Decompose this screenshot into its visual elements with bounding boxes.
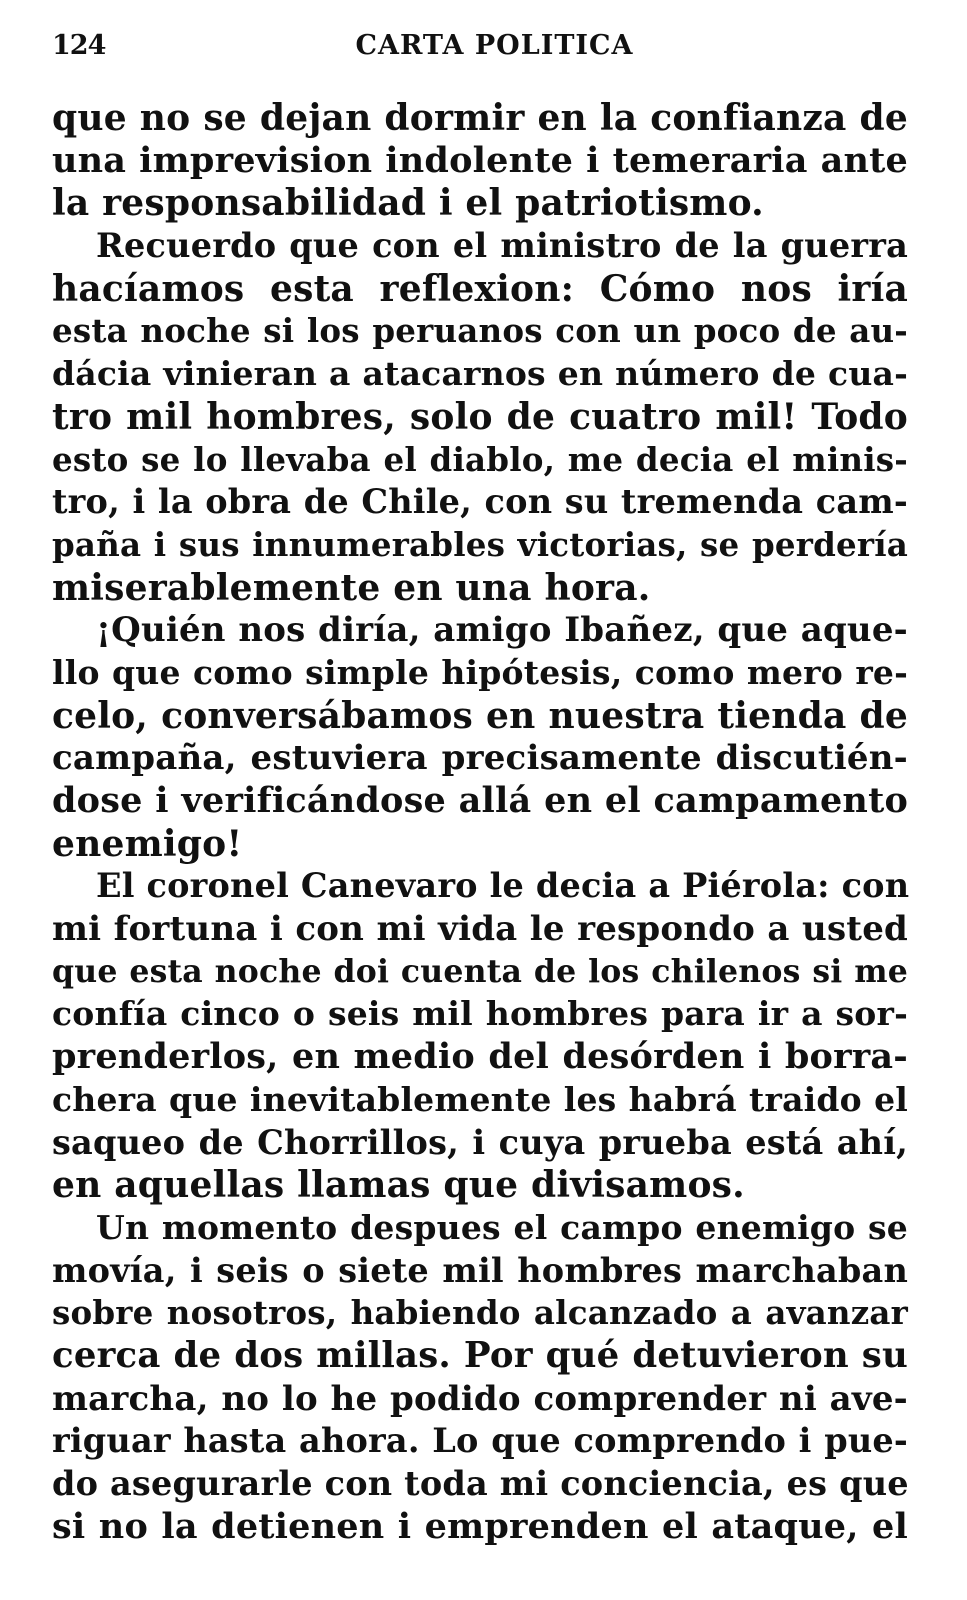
text-line: en aquellas llamas que divisamos. [52,1164,745,1207]
text-line: tro mil hombres, solo de cuatro mil! Todo [52,395,908,438]
text-line: que esta noche doi cuenta de los chilenos si me [52,952,908,990]
text-line: marcha, no lo he podido comprender ni ave- [52,1378,908,1419]
text-line: esta noche si los peruanos con un poco de au- [52,311,908,351]
text-line: que no se dejan dormir en la confianza de [52,97,908,139]
text-line: saqueo de Chorrillos, i cuya prueba está ahí, [52,1122,908,1162]
running-head [52,30,909,70]
text-line: confía cinco o seis mil hombres para ir a sor- [52,994,908,1034]
text-line: cerca de dos millas. Por qué detuvieron su [52,1334,908,1376]
text-line: Recuerdo que con el ministro de la guerra [96,226,908,266]
text-line: tro, i la obra de Chile, con su tremenda cam- [52,482,908,522]
text-line: la responsabilidad i el patriotismo. [52,182,764,225]
text-line: dose i verificándose allá en el campamento [52,780,908,821]
body-text [52,97,908,1548]
text-line: miserablemente en una hora. [52,566,651,609]
text-line: riguar hasta ahora. Lo que comprendo i pue- [52,1421,908,1461]
text-line: do asegurarle con toda mi conciencia, es que [52,1464,909,1503]
text-line: ¡Quién nos diría, amigo Ibañez, que aque- [96,610,908,651]
text-line: movía, i seis o siete mil hombres marchaban [52,1250,908,1290]
text-line: si no la detienen i emprenden el ataque, el [52,1505,908,1547]
text-line: chera que inevitablemente les habrá traido el [52,1079,908,1119]
text-line: esto se lo llevaba el diablo, me decia el minis- [52,439,908,479]
text-line: celo, conversábamos en nuestra tienda de [52,694,908,737]
page-number: 124 [52,30,106,61]
text-line: campaña, estuviera precisamente discutién- [52,738,908,779]
text-line: Un momento despues el campo enemigo se [96,1207,908,1247]
text-line: llo que como simple hipótesis, como mero re- [52,652,908,692]
text-line: paña i sus innumerables victorias, se perdería [52,524,908,564]
text-line: dácia vinieran a atacarnos en número de cua- [52,354,908,394]
text-line: El coronel Canevaro le decia a Piérola: con [96,866,910,906]
text-line: una imprevision indolente i temeraria ante [52,139,908,181]
text-line: prenderlos, en medio del desórden i borra- [52,1036,908,1078]
running-title: CARTA POLITICA [355,30,634,61]
text-line: enemigo! [52,822,243,865]
text-line: hacíamos esta reflexion: Cómo nos iría [52,267,908,310]
text-line: sobre nosotros, habiendo alcanzado a avanzar [52,1293,908,1333]
text-line: mi fortuna i con mi vida le respondo a usted [52,909,908,950]
